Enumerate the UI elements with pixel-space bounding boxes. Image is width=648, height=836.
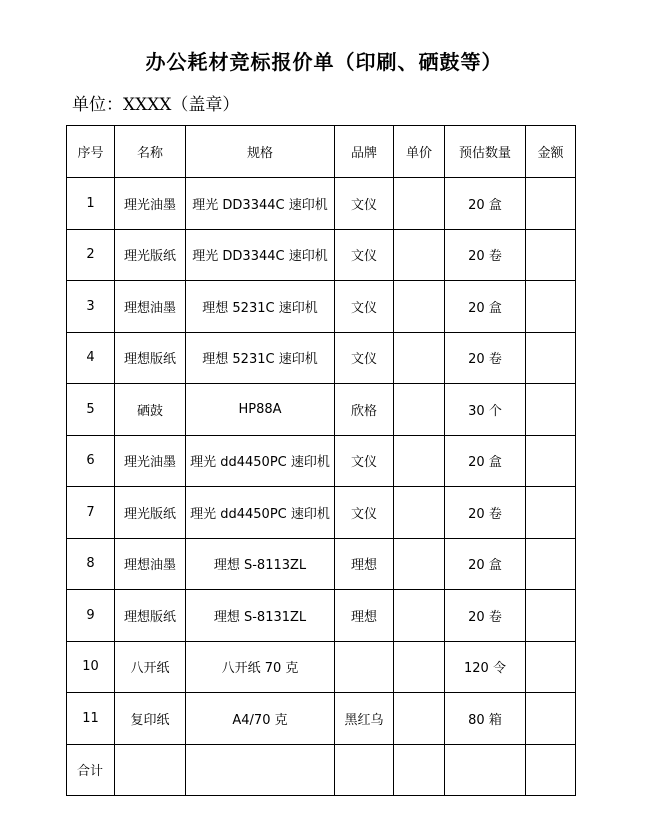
item-amount — [526, 384, 576, 436]
table-row — [67, 178, 576, 230]
table-row — [67, 590, 576, 642]
table-cell — [335, 744, 394, 796]
page-title: 办公耗材竞标报价单（印刷、硒鼓等） — [145, 50, 503, 74]
total-row — [67, 744, 576, 796]
item-unit-price — [394, 693, 445, 745]
item-unit-price — [394, 229, 445, 281]
item-name: 理光油墨 — [115, 178, 186, 230]
item-brand: 文仪 — [335, 178, 394, 230]
col-header-unit-price: 单价 — [394, 126, 445, 178]
item-name: 硒鼓 — [115, 384, 186, 436]
item-amount — [526, 538, 576, 590]
item-name: 理光版纸 — [115, 229, 186, 281]
unit-line: 单位：XXXX（盖章） — [72, 95, 240, 115]
table-row — [67, 641, 576, 693]
item-brand: 理想 — [335, 538, 394, 590]
item-name: 理想版纸 — [115, 590, 186, 642]
table-cell — [526, 744, 576, 796]
item-spec: A4/70 克 — [186, 693, 335, 745]
table-cell — [115, 744, 186, 796]
item-unit-price — [394, 538, 445, 590]
quote-table — [66, 125, 576, 796]
item-brand: 文仪 — [335, 435, 394, 487]
item-name: 理想油墨 — [115, 281, 186, 333]
table-cell — [186, 744, 335, 796]
item-quantity: 120 令 — [445, 641, 526, 693]
item-name: 复印纸 — [115, 693, 186, 745]
item-quantity: 80 箱 — [445, 693, 526, 745]
row-index: 6 — [67, 435, 115, 487]
item-quantity: 20 卷 — [445, 487, 526, 539]
item-brand: 文仪 — [335, 487, 394, 539]
item-spec: 理想 S-8113ZL — [186, 538, 335, 590]
item-brand: 文仪 — [335, 332, 394, 384]
item-spec: HP88A — [186, 384, 335, 436]
item-amount — [526, 332, 576, 384]
item-amount — [526, 693, 576, 745]
item-amount — [526, 178, 576, 230]
row-index: 1 — [67, 178, 115, 230]
table-cell — [445, 744, 526, 796]
table-row — [67, 693, 576, 745]
table-row — [67, 435, 576, 487]
item-brand — [335, 641, 394, 693]
item-quantity: 20 卷 — [445, 229, 526, 281]
item-amount — [526, 229, 576, 281]
item-name: 理想油墨 — [115, 538, 186, 590]
item-spec: 八开纸 70 克 — [186, 641, 335, 693]
row-index: 9 — [67, 590, 115, 642]
item-unit-price — [394, 332, 445, 384]
item-unit-price — [394, 641, 445, 693]
item-spec: 理想 S-8131ZL — [186, 590, 335, 642]
item-unit-price — [394, 435, 445, 487]
col-header-name: 名称 — [115, 126, 186, 178]
table-row — [67, 384, 576, 436]
item-name: 理想版纸 — [115, 332, 186, 384]
item-spec: 理光 DD3344C 速印机 — [186, 178, 335, 230]
item-unit-price — [394, 384, 445, 436]
col-header-amount: 金额 — [526, 126, 576, 178]
item-brand: 黑红乌 — [335, 693, 394, 745]
table-row — [67, 281, 576, 333]
header-row — [67, 126, 576, 178]
row-index: 4 — [67, 332, 115, 384]
item-unit-price — [394, 487, 445, 539]
item-quantity: 20 盒 — [445, 435, 526, 487]
row-index: 5 — [67, 384, 115, 436]
item-name: 理光油墨 — [115, 435, 186, 487]
item-name: 八开纸 — [115, 641, 186, 693]
item-brand: 文仪 — [335, 281, 394, 333]
item-spec: 理光 dd4450PC 速印机 — [186, 435, 335, 487]
table-cell — [394, 744, 445, 796]
row-index: 10 — [67, 641, 115, 693]
table-row — [67, 487, 576, 539]
row-index: 7 — [67, 487, 115, 539]
total-label: 合计 — [67, 744, 115, 796]
item-brand: 理想 — [335, 590, 394, 642]
item-quantity: 30 个 — [445, 384, 526, 436]
item-unit-price — [394, 281, 445, 333]
item-unit-price — [394, 178, 445, 230]
item-spec: 理光 dd4450PC 速印机 — [186, 487, 335, 539]
row-index: 3 — [67, 281, 115, 333]
col-header-index: 序号 — [67, 126, 115, 178]
table-row — [67, 229, 576, 281]
item-quantity: 20 卷 — [445, 332, 526, 384]
item-quantity: 20 盒 — [445, 538, 526, 590]
item-quantity: 20 盒 — [445, 178, 526, 230]
row-index: 2 — [67, 229, 115, 281]
item-amount — [526, 435, 576, 487]
item-name: 理光版纸 — [115, 487, 186, 539]
item-amount — [526, 641, 576, 693]
item-quantity: 20 盒 — [445, 281, 526, 333]
item-amount — [526, 281, 576, 333]
item-unit-price — [394, 590, 445, 642]
col-header-quantity: 预估数量 — [445, 126, 526, 178]
col-header-brand: 品牌 — [335, 126, 394, 178]
col-header-spec: 规格 — [186, 126, 335, 178]
item-brand: 文仪 — [335, 229, 394, 281]
item-spec: 理想 5231C 速印机 — [186, 332, 335, 384]
item-spec: 理光 DD3344C 速印机 — [186, 229, 335, 281]
table-row — [67, 332, 576, 384]
item-amount — [526, 487, 576, 539]
item-quantity: 20 卷 — [445, 590, 526, 642]
row-index: 11 — [67, 693, 115, 745]
item-spec: 理想 5231C 速印机 — [186, 281, 335, 333]
table-row — [67, 538, 576, 590]
row-index: 8 — [67, 538, 115, 590]
item-brand: 欣格 — [335, 384, 394, 436]
item-amount — [526, 590, 576, 642]
